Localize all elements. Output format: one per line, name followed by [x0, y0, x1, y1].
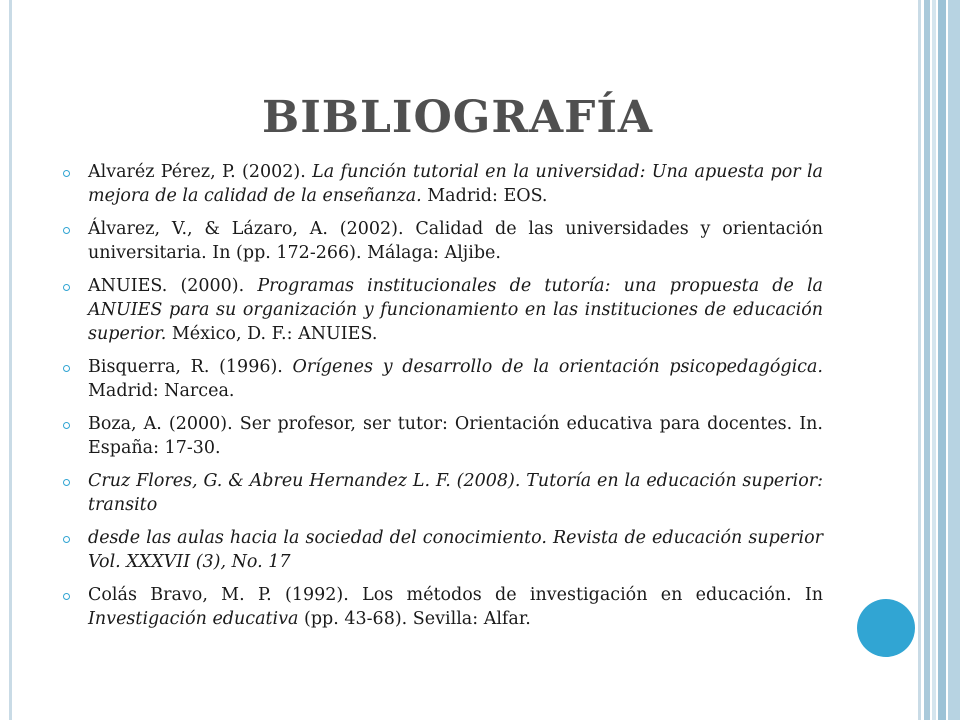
decorative-stripe: [938, 0, 946, 720]
circle-outline-bullet-icon: [63, 479, 70, 486]
bibliography-entry: [60, 355, 823, 403]
bibliography-entry-text: ANUIES. (2000).: [88, 276, 258, 296]
bibliography-entry: [60, 583, 823, 631]
bibliography-entry: [60, 412, 823, 460]
decorative-stripe: [932, 0, 936, 720]
bibliography-entry-text: Bisquerra, R. (1996).: [88, 357, 293, 377]
circle-outline-bullet-icon: [63, 365, 70, 372]
circle-outline-bullet-icon: [63, 170, 70, 177]
bibliography-entry-text: Orígenes y desarrollo de la orientación psicopedagógica.: [292, 357, 823, 377]
decorative-circle-icon: [857, 599, 915, 657]
circle-outline-bullet-icon: [63, 593, 70, 600]
circle-outline-bullet-icon: [63, 227, 70, 234]
bibliography-entry-text: Boza, A. (2000). Ser profesor, ser tutor: Orientación educativa para docentes. In. España: 17-30.: [88, 414, 823, 458]
bibliography-entry-text: Cruz Flores, G. & Abreu Hernandez L. F. (2008). Tutoría en la educación superior: transito: [88, 471, 823, 515]
bibliography-entry-text: Alvaréz Pérez, P. (2002).: [88, 162, 313, 182]
bibliography-entry-text: Programas institucionales de tutoría: una propuesta de la ANUIES para su organización y funcionamiento en las instituciones de educación superior.: [88, 276, 823, 344]
bibliography-entry: [60, 217, 823, 265]
left-frame-line: [9, 0, 12, 720]
bibliography-entry: [60, 526, 823, 574]
bibliography-entry: [60, 160, 823, 208]
bibliography-list: [60, 160, 823, 640]
bibliography-entry-text: La función tutorial en la universidad: Una apuesta por la mejora de la calidad de la enseñanza.: [88, 162, 823, 206]
bibliography-entry-text: Álvarez, V., & Lázaro, A. (2002). Calidad de las universidades y orientación universitaria. In (pp. 172-266). Málaga: Aljibe.: [88, 219, 823, 263]
circle-outline-bullet-icon: [63, 284, 70, 291]
bibliography-entry-text: Investigación educativa: [88, 609, 299, 629]
circle-outline-bullet-icon: [63, 422, 70, 429]
decorative-stripe: [948, 0, 960, 720]
decorative-stripe: [924, 0, 930, 720]
slide-title: BIBLIOGRAFÍA: [262, 92, 654, 143]
right-frame-line: [918, 0, 921, 720]
bibliography-entry-text: Madrid: Narcea.: [88, 381, 235, 401]
bibliography-entry-text: México, D. F.: ANUIES.: [166, 324, 378, 344]
bibliography-entry-text: Colás Bravo, M. P. (1992). Los métodos de investigación en educación. In: [88, 585, 823, 605]
circle-outline-bullet-icon: [63, 536, 70, 543]
bibliography-entry-text: desde las aulas hacia la sociedad del conocimiento. Revista de educación superior Vol. XXXVII (3), No. 17: [88, 528, 823, 572]
bibliography-entry: [60, 274, 823, 346]
bibliography-entry-text: (pp. 43-68). Sevilla: Alfar.: [298, 609, 531, 629]
bibliography-entry: [60, 469, 823, 517]
bibliography-entry-text: Madrid: EOS.: [421, 186, 548, 206]
